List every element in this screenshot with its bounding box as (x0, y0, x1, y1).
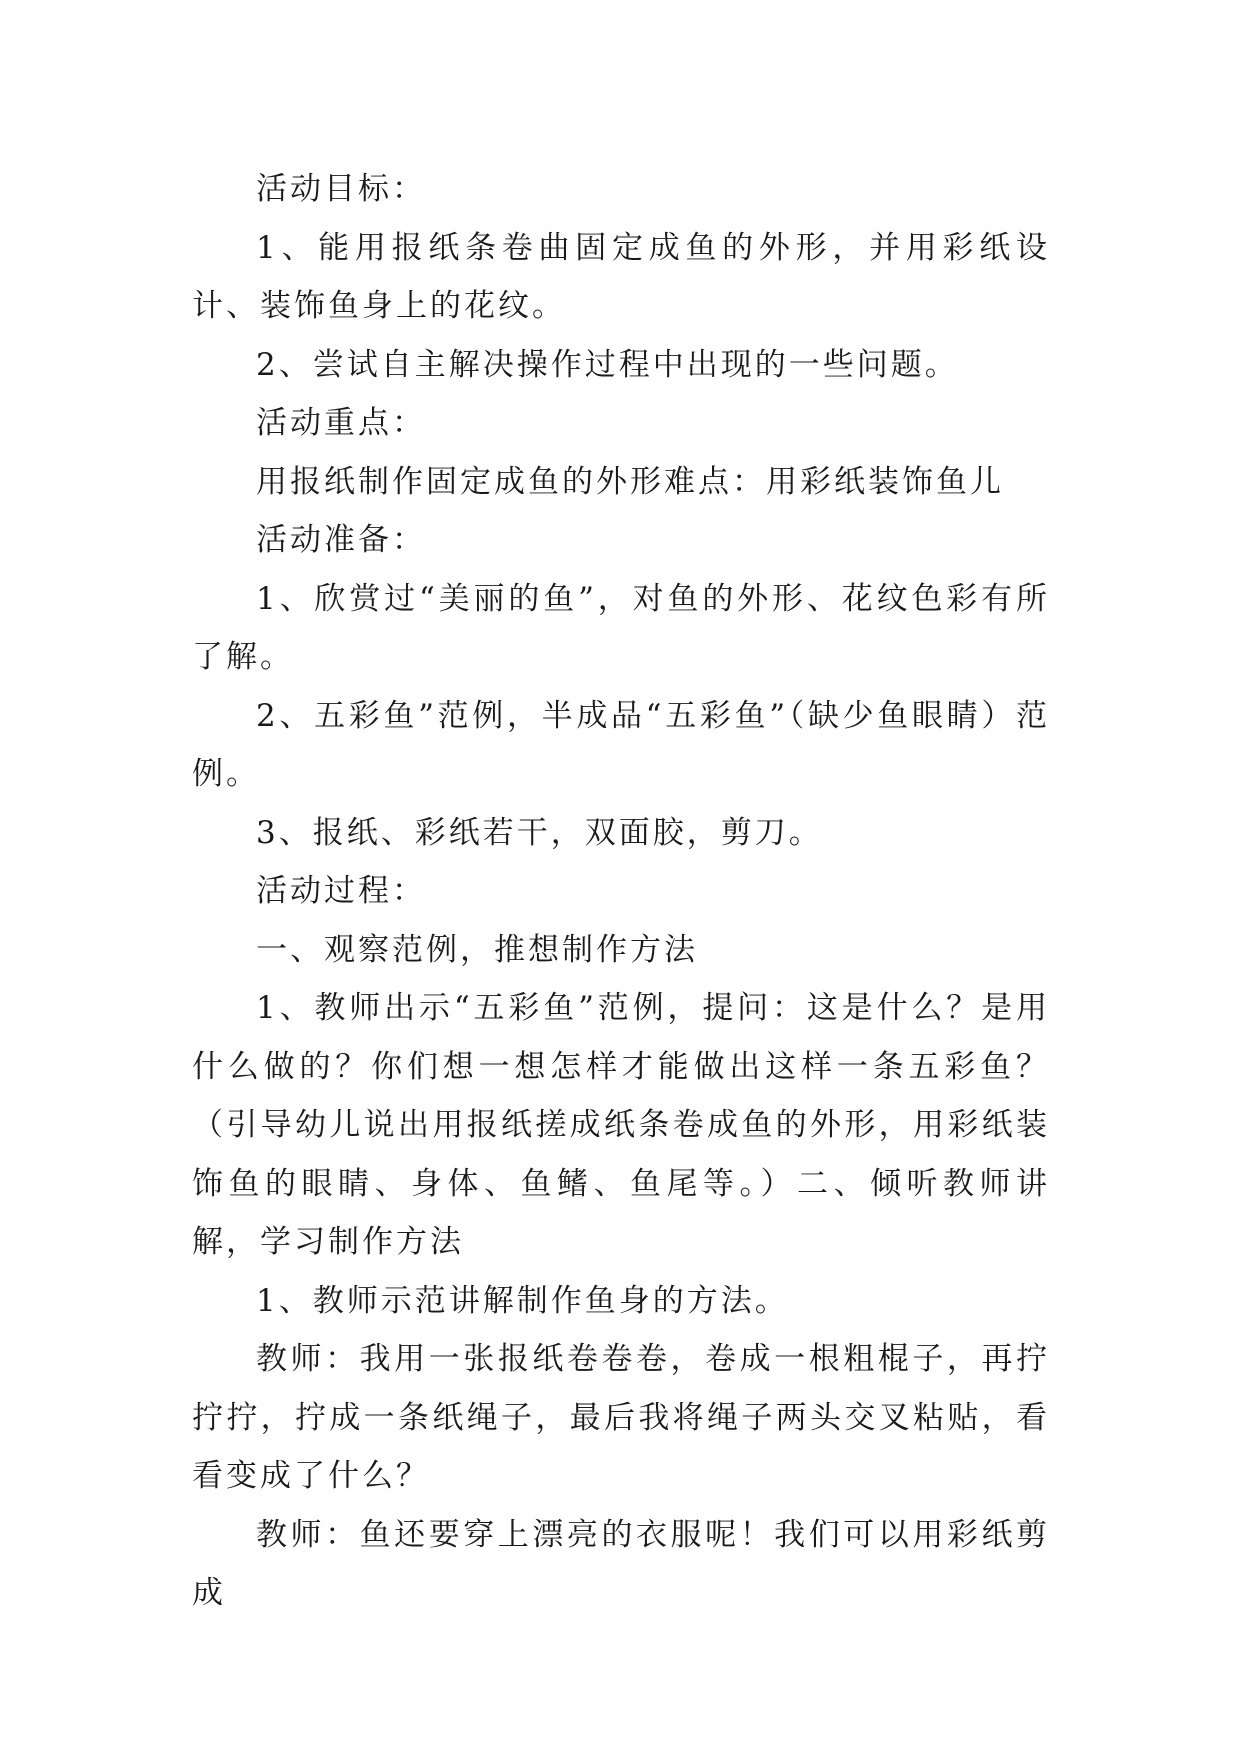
heading-activity-process: 活动过程： (256, 873, 426, 909)
preparation-item-2: 2、五彩鱼”范例，半成品“五彩鱼”（缺少鱼眼睛）范例。 (192, 697, 1050, 792)
teacher-speech-2: 教师：鱼还要穿上漂亮的衣服呢！我们可以用彩纸剪成 (192, 1516, 1050, 1611)
process-section-1-title: 一、观察范例，推想制作方法 (256, 931, 698, 968)
document-page (192, 160, 1050, 1623)
goal-item-1: 1、能用报纸条卷曲固定成鱼的外形，并用彩纸设计、装饰鱼身上的花纹。 (192, 229, 1050, 324)
process-step-1: 1、教师出示“五彩鱼”范例，提问：这是什么？是用什么做的？你们想一想怎样才能做出这样一条五彩鱼？（引导幼儿说出用报纸搓成纸条卷成鱼的外形，用彩纸装饰鱼的眼睛、身体、鱼鳍、鱼尾等。）二、倾听教师讲解，学习制作方法 (192, 990, 1050, 1260)
heading-activity-goals: 活动目标： (256, 171, 426, 207)
heading-activity-preparation: 活动准备： (256, 522, 426, 558)
teacher-speech-1: 教师：我用一张报纸卷卷卷，卷成一根粗棍子，再拧拧拧，拧成一条纸绳子，最后我将绳子两头交叉粘贴，看看变成了什么？ (192, 1341, 1050, 1494)
focus-text: 用报纸制作固定成鱼的外形难点：用彩纸装饰鱼儿 (256, 463, 1004, 500)
preparation-item-3: 3、报纸、彩纸若干，双面胶，剪刀。 (256, 814, 823, 851)
goal-item-2: 2、尝试自主解决操作过程中出现的一些问题。 (256, 346, 959, 383)
process-step-2: 1、教师示范讲解制作鱼身的方法。 (256, 1282, 789, 1319)
preparation-item-1: 1、欣赏过“美丽的鱼”，对鱼的外形、花纹色彩有所了解。 (192, 580, 1050, 675)
heading-activity-focus: 活动重点： (256, 405, 426, 441)
